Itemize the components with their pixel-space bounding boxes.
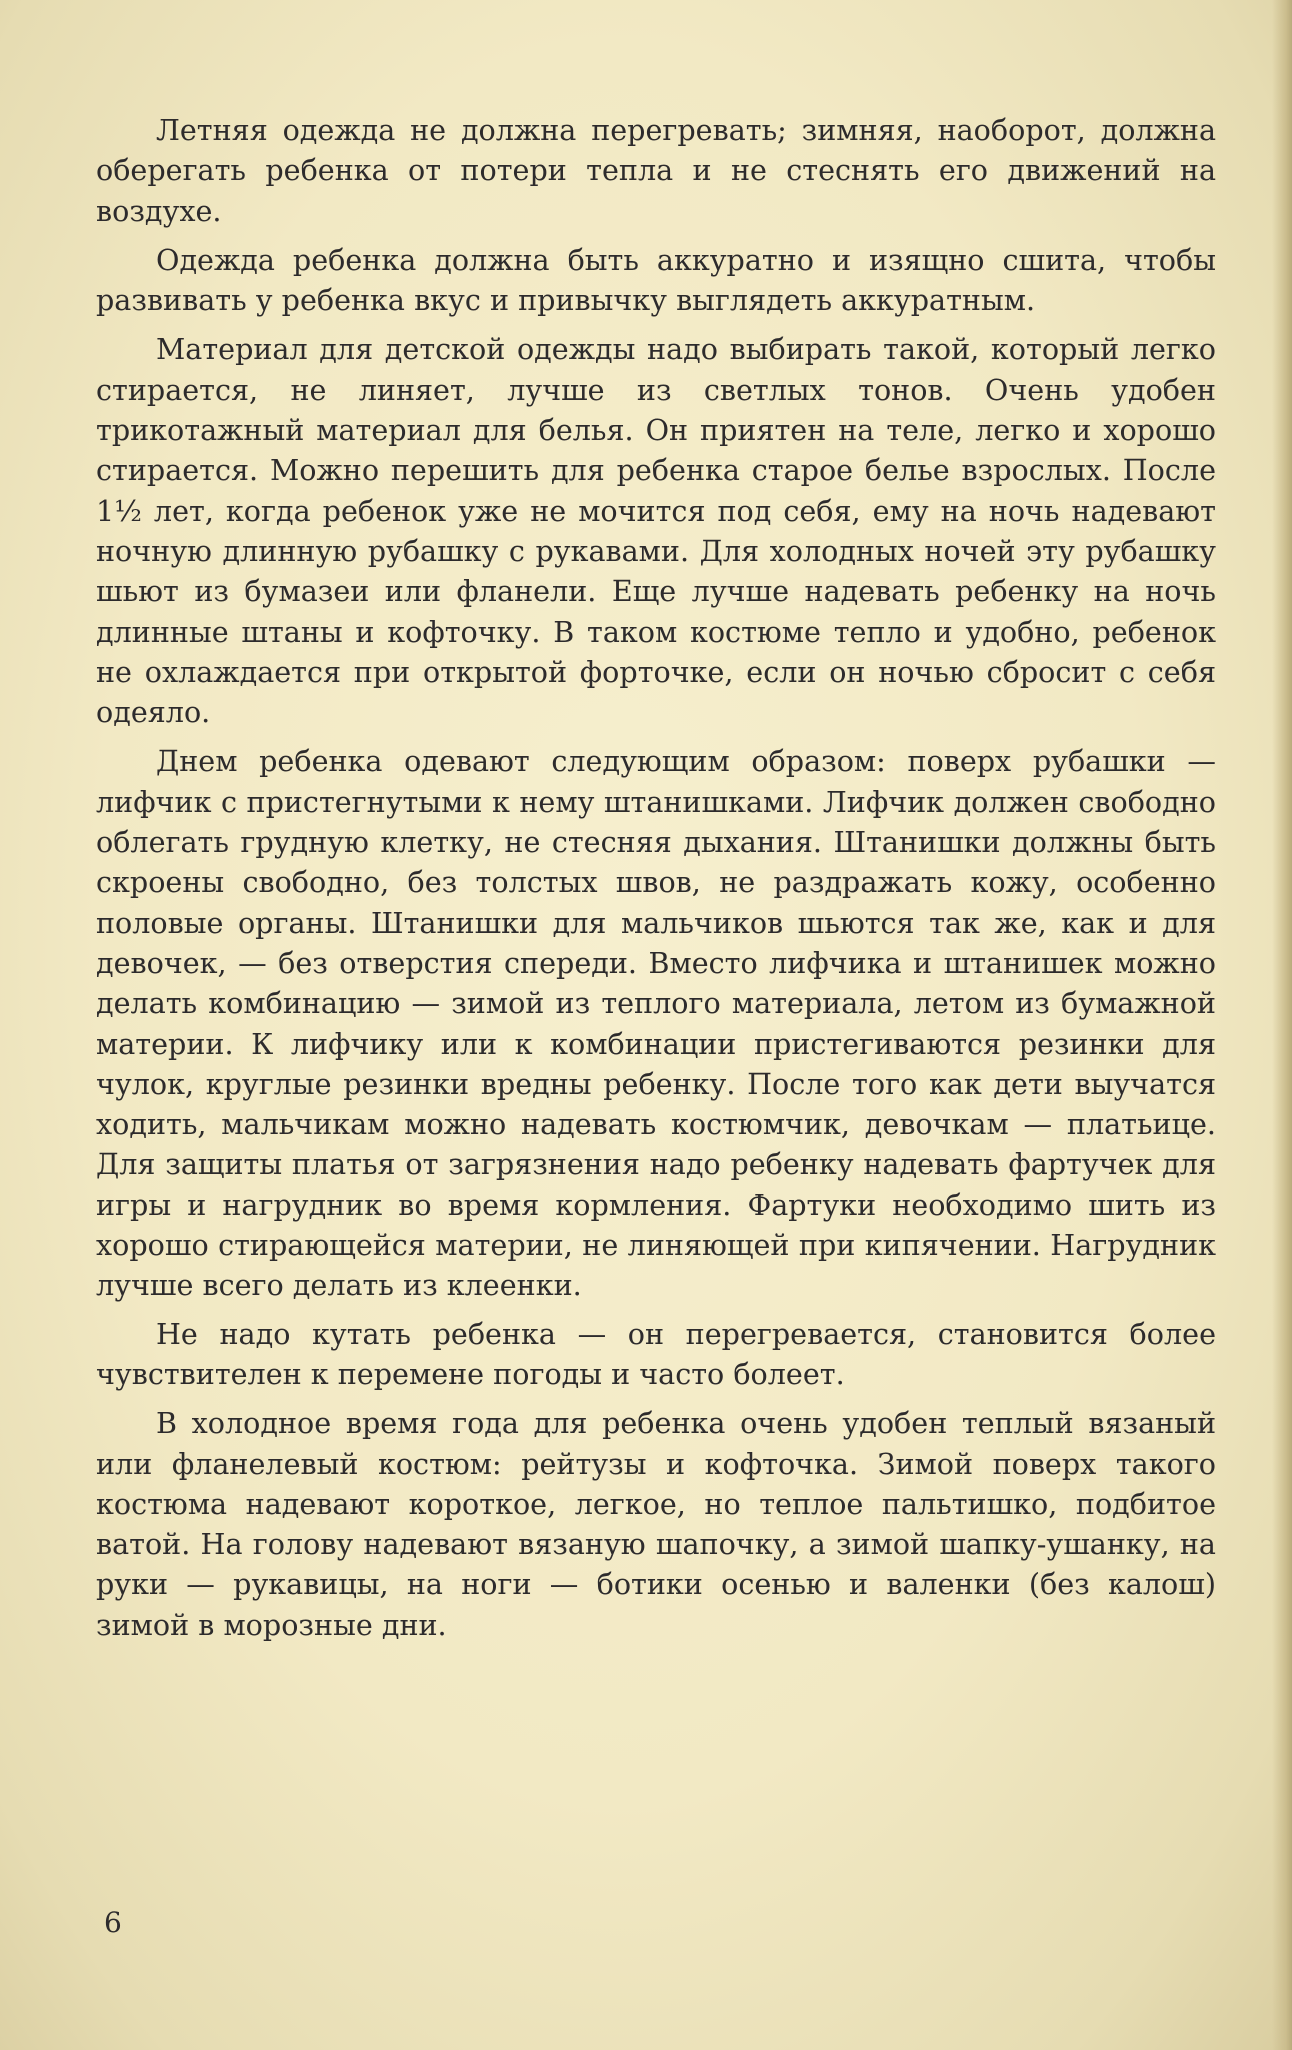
paragraph-do-not-overwrap: Не надо кутать ребенка — он перегревается, становится более чувствителен к перемене погоды и часто болеет.: [96, 1316, 1216, 1391]
paragraph-neat-clothing: Одежда ребенка должна быть аккуратно и изящно сшита, чтобы развивать у ребенка вкус и привычку выглядеть аккуратным.: [96, 242, 1216, 318]
page-edge-shadow: [1272, 0, 1292, 2050]
paragraph-summer-clothing: Летняя одежда не должна перегревать; зимняя, наоборот, должна оберегать ребенка от потери тепла и не стеснять его движений на воздухе.: [96, 113, 1216, 228]
paragraph-daytime-dressing: Днем ребенка одевают следующим образом: поверх рубашки — лифчик с пристегнутыми к нему штанишками. Лифчик должен свободно облегать грудную клетку, не стесняя дыхания. Штанишки должны быть скроены свободно, без толстых швов, не раздражать кожу, особенно половые органы. Штанишки для мальчиков шьются так же, как и для девочек, — без отверстия спереди. Вместо лифчика и штанишек можно делать комбинацию — зимой из теплого материала, летом из бумажной материи. К лифчику или к комбинации пристегиваются резинки для чулок, круглые резинки вредны ребенку. После того как дети выучатся ходить, мальчикам можно надевать костюмчик, девочкам — платьице. Для защиты платья от загрязнения надо ребенку надевать фартучек для игры и нагрудник во время кормления. Фартуки необходимо шить из хорошо стирающейся материи, не линяющей при кипячении. Нагрудник лучше всего делать из клеенки.: [96, 744, 1216, 1303]
body-text: [96, 110, 1216, 1654]
paragraph-material: Материал для детской одежды надо выбирать такой, который легко стирается, не линяет, лучше из светлых тонов. Очень удобен трикотажный материал для белья. Он приятен на теле, легко и хорошо стирается. Можно перешить для ребенка старое белье взрослых. После 1½ лет, когда ребенок уже не мочится под себя, ему на ночь надевают ночную длинную рубашку с рукавами. Для холодных ночей эту рубашку шьют из бумазеи или фланели. Еще лучше надевать ребенку на ночь длинные штаны и кофточку. В таком костюме тепло и удобно, ребенок не охлаждается при открытой форточке, если он ночью сбросит с себя одеяло.: [96, 332, 1216, 730]
page-number: 6: [104, 1906, 122, 1939]
paragraph-cold-season: В холодное время года для ребенка очень удобен теплый вязаный или фланелевый костюм: рейтузы и кофточка. Зимой поверх такого костюма надевают короткое, легкое, но теплое пальтишко, подбитое ватой. На голову надевают вязаную шапочку, а зимой шапку-ушанку, на руки — рукавицы, на ноги — ботики осенью и валенки (без калош) зимой в морозные дни.: [96, 1406, 1216, 1642]
